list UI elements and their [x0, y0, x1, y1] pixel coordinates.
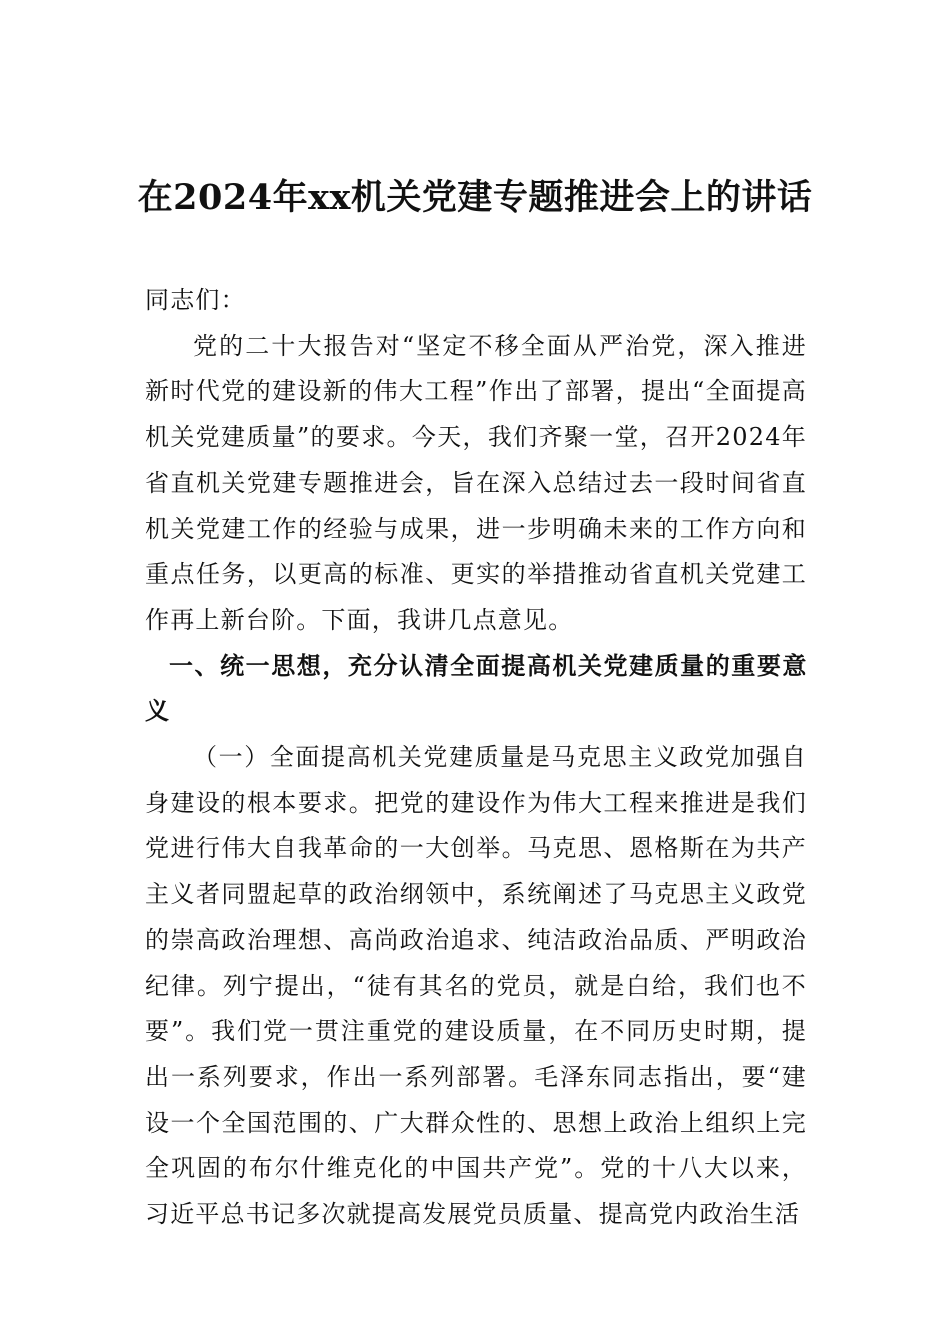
intro-paragraph: 党的二十大报告对“坚定不移全面从严治党，深入推进新时代党的建设新的伟大工程”作出了部署，提出“全面提高机关党建质量”的要求。今天，我们齐聚一堂，召开2024年省直机关党建专题推进会，旨在深入总结过去一段时间省直机关党建工作的经验与成果，进一步明确未来的工作方向和重点任务，以更高的标准、更实的举措推动省直机关党建工作再上新台阶。下面，我讲几点意见。: [145, 331, 807, 634]
document-title: 在2024年xx机关党建专题推进会上的讲话: [137, 177, 813, 218]
document-body: [145, 278, 807, 1238]
salutation: 同志们：: [145, 286, 246, 314]
section-heading: 一、统一思想，充分认清全面提高机关党建质量的重要意义: [145, 651, 807, 726]
subsection-paragraph: （一）全面提高机关党建质量是马克思主义政党加强自身建设的根本要求。把党的建设作为伟大工程来推进是我们党进行伟大自我革命的一大创举。马克思、恩格斯在为共产主义者同盟起草的政治纲领中，系统阐述了马克思主义政党的崇高政治理想、高尚政治追求、纯洁政治品质、严明政治纪律。列宁提出，“徒有其名的党员，就是白给，我们也不要”。我们党一贯注重党的建设质量，在不同历史时期，提出一系列要求，作出一系列部署。毛泽东同志指出，要“建设一个全国范围的、广大群众性的、思想上政治上组织上完全巩固的布尔什维克化的中国共产党”。党的十八大以来，习近平总书记多次就提高发展党员质量、提高党内政治生活: [145, 743, 807, 1229]
